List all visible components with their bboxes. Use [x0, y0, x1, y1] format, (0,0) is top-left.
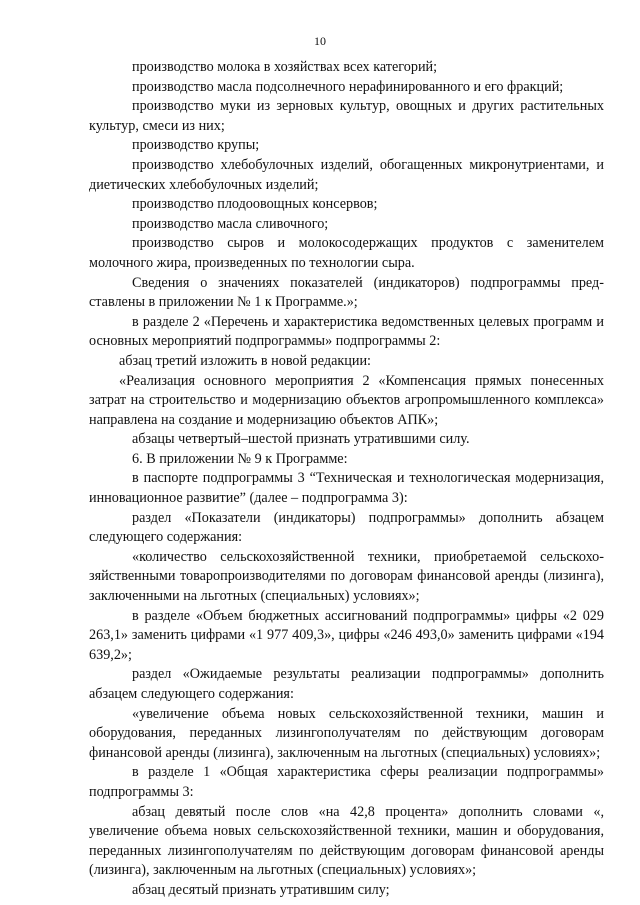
paragraph: раздел «Ожидаемые результаты реализации подпрограммы» дополнить абзацем следующего содержания:: [89, 666, 604, 702]
paragraph: абзацы четвертый–шестой признать утратившими силу.: [132, 431, 470, 448]
paragraph: раздел «Показатели (индикаторы) подпрограммы» дополнить абзацем следующего содержания:: [89, 509, 604, 546]
paragraph: производство масла сливочного;: [132, 215, 329, 232]
paragraph: «увеличение объема новых сельскохозяйственной техники, машин и оборудования, переданных лизингополучателям по действующим договорам финансовой аренды (лизинга), заключенным на льготных (специальных) условиях»;: [89, 705, 604, 761]
paragraph: в разделе «Объем бюджетных ассигнований подпрограммы» цифры «2 029 263,1» заменить цифрами «1 977 409,3», цифры «246 493,0» заменить цифрами «194 639,2»;: [89, 607, 604, 663]
paragraph: «Реализация основного мероприятия 2 «Компенсация прямых понесенных затрат на строительство и модернизацию объектов агропромышленного комплекса» направлена на создание и модернизацию объектов АПК»;: [89, 372, 604, 428]
paragraph: в разделе 1 «Общая характеристика сферы реализации подпрограммы» подпрограммы 3:: [89, 764, 604, 800]
paragraph: абзац третий изложить в новой редакции:: [119, 352, 371, 369]
paragraph: производство муки из зерновых культур, овощных и других растительных культур, смеси из них;: [89, 98, 604, 134]
paragraph: абзац девятый после слов «на 42,8 процента» дополнить словами «, увеличение объема новых сельскохозяйственной техники, машин и оборудования, переданных лизингополучателям по действующим договорам финансовой аренды (лизинга), заключенным на льготных (специальных) условиях»;: [89, 803, 604, 879]
paragraph: производство масла подсолнечного нерафинированного и его фракций;: [132, 78, 564, 95]
paragraph: абзац десятый признать утратившим силу;: [132, 881, 390, 898]
document-body: [89, 58, 604, 901]
paragraph: производство сыров и молокосодержащих продуктов с заменителем молочного жира, произведенных по технологии сыра.: [89, 235, 604, 271]
paragraph: в паспорте подпрограммы 3 “Техническая и технологическая модернизация, инновационное развитие” (далее – подпрограмма 3):: [89, 470, 604, 507]
paragraph: «количество сельскохозяйственной техники, приобретаемой сельскохозяйственными товаропроизводителями по договорам финансовой аренды (лизинга), заключенными на льготных (специальных) условиях»;: [89, 548, 604, 605]
paragraph: Сведения о значениях показателей (индикаторов) подпрограммы представлены в приложении № 1 к Программе.»;: [89, 274, 604, 311]
paragraph: производство хлебобулочных изделий, обогащенных микронутриентами, и диетических хлебобулочных изделий;: [89, 156, 604, 193]
paragraph: производство молока в хозяйствах всех категорий;: [132, 59, 438, 75]
paragraph: 6. В приложении № 9 к Программе:: [132, 450, 348, 467]
paragraph: производство плодоовощных консервов;: [132, 196, 378, 213]
page-number: 10: [314, 34, 326, 48]
paragraph: производство крупы;: [132, 137, 260, 154]
paragraph: в разделе 2 «Перечень и характеристика ведомственных целевых программ и основных мероприятий подпрограммы» подпрограммы 2:: [89, 313, 604, 350]
